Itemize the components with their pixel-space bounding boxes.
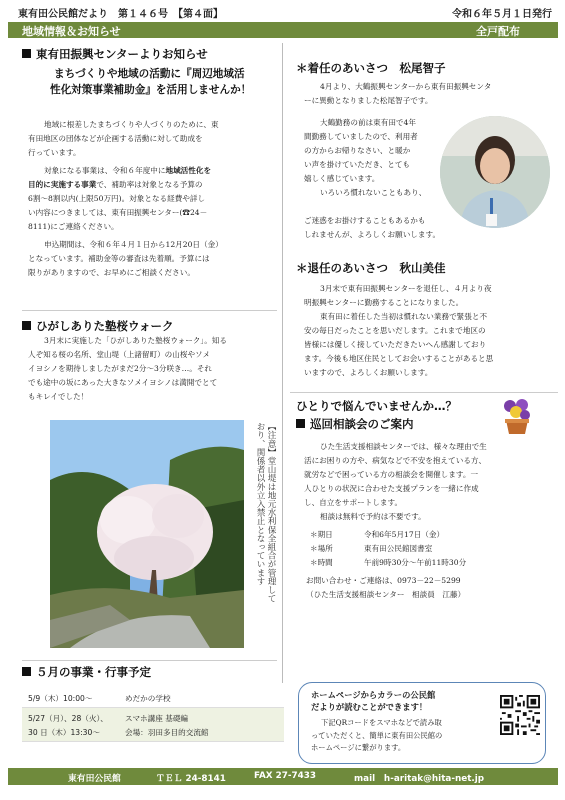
square-bullet-icon bbox=[22, 667, 31, 676]
cherry-blossom-photo bbox=[50, 420, 244, 648]
arrival-text-end: ご迷惑をお掛けすることもあるかも しれませんが、よろしくお願いします。 bbox=[304, 216, 441, 239]
schedule-table bbox=[22, 688, 284, 742]
footer-bar bbox=[8, 768, 558, 785]
shinko-paragraph-2: 対象になる事業は、令和６年度中に地域活性化を 目的に実施する事業で、補助率は対象となる予算の 6割～8割以内(上限50万円)。対象となる経費や詳し い内容につきましては、東有田振興センター(☎24－ 8111)にご連絡ください。 bbox=[28, 166, 212, 231]
footer-tel: ＴＥＬ 24-8141 bbox=[156, 774, 226, 784]
section-rule bbox=[22, 310, 277, 311]
staff-portrait-photo bbox=[440, 116, 550, 228]
square-bullet-icon bbox=[296, 419, 305, 428]
issue-label: 東有田公民館だより 第１４６号 【第４面】 bbox=[18, 9, 223, 20]
section-band bbox=[8, 22, 558, 38]
flower-pot-icon bbox=[500, 396, 534, 436]
section-rule bbox=[22, 660, 277, 661]
square-bullet-icon bbox=[22, 49, 31, 58]
junkai-text: ひた生活支援相談センターでは、様々な理由で生 活にお困りの方や、病気などで不安を抱えている方、 就労などで困っている方の相談会を開催します。一 人ひとりの状況に合わせた支援プランを一緒に作成 し、自立をサポートします。 相談は無料で予約は不要です。 bbox=[304, 442, 487, 521]
caution-note: 【注意】堂山堤は地元水利保全組合が管理して おり、関係者以外立入禁止となっています bbox=[255, 422, 276, 603]
shinko-paragraph-3: 申込期間は、令和６年４月１日から12月20日（金） となっています。補助金等の審査は先着順。予算には 限りがありますので、お早めにご相談ください。 bbox=[28, 240, 223, 277]
band-title: 地域情報＆お知らせ bbox=[22, 25, 121, 38]
arrival-title: ＊着任のあいさつ 松尾智子 bbox=[296, 61, 446, 75]
column-divider bbox=[282, 43, 283, 683]
junkai-contact: お問い合わせ・ご連絡は、0973－22－5299 （ひた生活支援相談センター 相談員 江藤） bbox=[306, 576, 466, 599]
arrival-text-wrap: 大鶴勤務の前は東有田で4年 間勤務していましたので、利用者 の方からお帰りなさい、と暖か い声を掛けていただき、とても 嬉しく感じています。 いろいろ慣れないこともあり、 bbox=[304, 118, 427, 197]
junkai-title: 巡回相談会のご案内 bbox=[296, 416, 414, 432]
departure-text: 3月末で東有田振興センターを退任し、４月より夜 明振興センターに勤務することになりました。 東有田に着任した当初は慣れない業務で緊張と不 安の毎日だったことを思いだします。これまで地区の 皆様には優しく接していただきたいへん感謝しており ます。今後も地区住民としてお会いすることがあると思 いますので、よろしくお願いします。 bbox=[304, 284, 494, 377]
footer-fax: FAX 27-7433 bbox=[254, 771, 317, 781]
footer-name: 東有田公民館 bbox=[68, 774, 121, 784]
masthead bbox=[8, 5, 558, 19]
shinko-subtitle-2: 性化対策事業補助金』を活用しませんか！ bbox=[50, 84, 252, 96]
homepage-box bbox=[298, 682, 546, 764]
square-bullet-icon bbox=[22, 321, 31, 330]
schedule-title: ５月の事業・行事予定 bbox=[22, 664, 151, 680]
junkai-details: ＊期日 令和6年5月17日（金） ＊場所 東有田公民館図書室 ＊時間 午前9時30分～午前11時30分 bbox=[310, 530, 467, 567]
shinko-subtitle-1: まちづくりや地域の活動に『周辺地域活 bbox=[54, 68, 245, 80]
homepage-heading: ホームページからカラーの公民館 だよりが読むことができます！ bbox=[311, 690, 436, 712]
departure-title: ＊退任のあいさつ 秋山美佳 bbox=[296, 261, 446, 275]
schedule-row: 5/27（月）、28（火）、 スマホ講座 基礎編 30 日（木）13:30～ 会場：羽田多目的交流館 bbox=[22, 708, 284, 742]
arrival-text: 4月より、大鶴振興センターから東有田振興センタ ーに異動となりました松尾智子です。 bbox=[304, 82, 492, 105]
qr-code-icon[interactable] bbox=[500, 695, 540, 735]
sakura-title: ひがしありた塾桜ウォーク bbox=[22, 318, 174, 334]
footer-mail[interactable]: mail h-aritak@hita-net.jp bbox=[354, 774, 485, 784]
sakura-text: 3月末に実施した「ひがしありた塾桜ウォーク」。知る 人ぞ知る桜の名所、堂山堤（上諸留町）の山桜やソメ イヨシノを期待しましたがまだ2分～3分咲き…。それ でも途中の坂にあった大きなソメイヨシノは満開でとて もキレイでした！ bbox=[28, 336, 227, 401]
portrait-illustration bbox=[440, 116, 550, 228]
shinko-paragraph-1: 地域に根差したまちづくりや人づくりのために、東 有田地区の団体などが企画する活動に対して助成を 行っています。 bbox=[28, 120, 219, 157]
band-distribution: 全戸配布 bbox=[476, 25, 520, 38]
shinko-title: 東有田振興センターよりお知らせ bbox=[22, 46, 208, 62]
homepage-text: 下記QRコードをスマホなどで読み取 っていただくと、簡単に東有田公民館の ホームページに繋がります。 bbox=[311, 718, 443, 752]
junkai-heading: ひとりで悩んでいませんか…？ bbox=[296, 399, 457, 413]
cherry-blossom-illustration bbox=[50, 420, 244, 648]
section-rule bbox=[290, 392, 558, 393]
schedule-row: 5/9（木）10:00～ めだかの学校 bbox=[22, 688, 284, 708]
issue-date: 令和６年５月１日発行 bbox=[452, 9, 552, 20]
